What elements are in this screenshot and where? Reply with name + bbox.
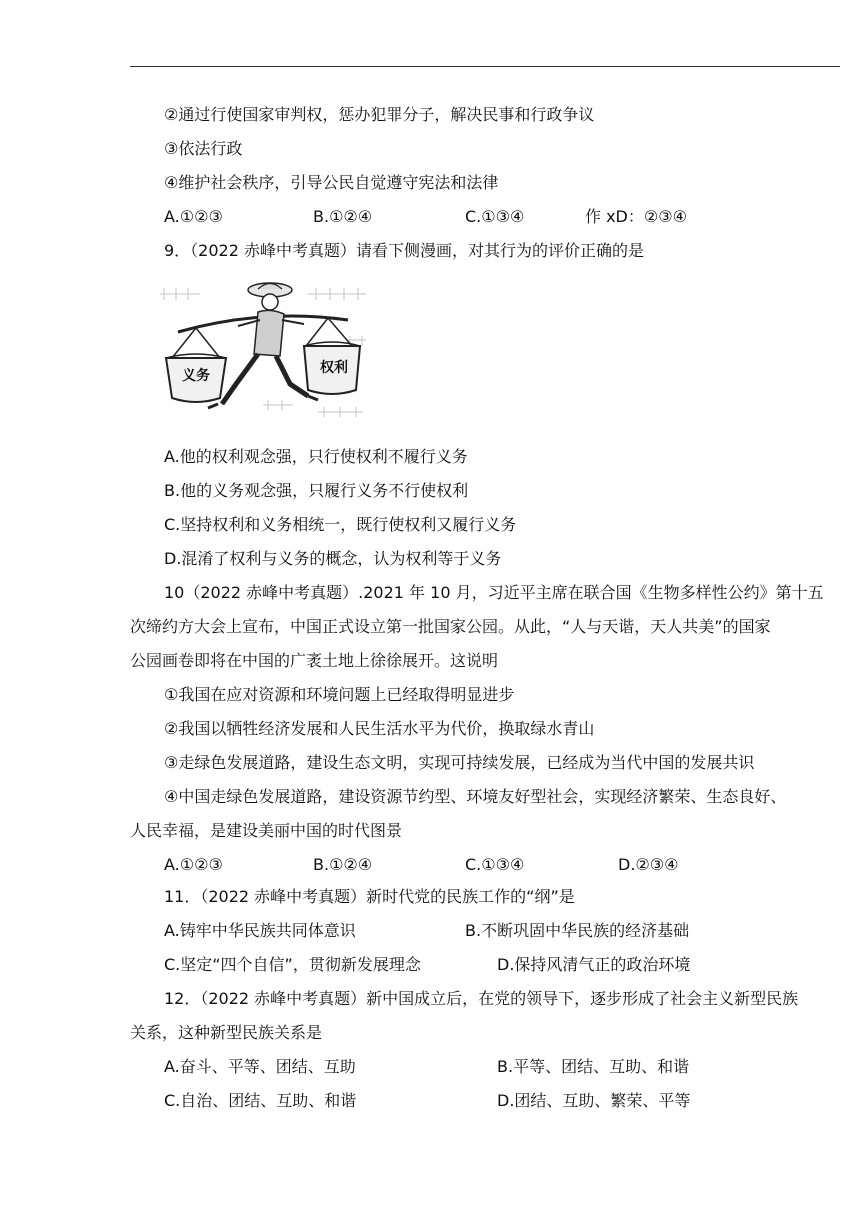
q10-stem-line-2: 次缔约方大会上宣布，中国正式设立第一批国家公园。从此，“人与天谐，天人共美”的国家 [130,617,771,636]
q8-option-3: ③依法行政 [164,139,243,158]
q12-stem-line-2: 关系，这种新型民族关系是 [130,1023,323,1042]
q9-option-d: D.混淆了权利与义务的概念，认为权利等于义务 [164,549,502,568]
q8-option-2: ②通过行使国家审判权，惩办犯罪分子，解决民事和行政争议 [164,105,595,124]
q12-stem-line-1: 12．（2022 赤峰中考真题）新中国成立后，在党的领导下，逐步形成了社会主义新型民族 [164,989,799,1008]
q10-option-4-cont: 人民幸福，是建设美丽中国的时代图景 [130,821,403,840]
q12-option-d: D.团结、互助、繁荣、平等 [497,1091,691,1110]
q12-option-a: A.奋斗、平等、团结、互助 [164,1057,356,1076]
q9-option-b: B.他的义务观念强，只履行义务不行使权利 [164,481,469,500]
q8-choice-c: C.①③④ [465,207,525,226]
q10-option-2: ②我国以牺牲经济发展和人民生活水平为代价，换取绿水青山 [164,719,595,738]
q10-choice-c: C.①③④ [465,855,525,874]
q9-option-a: A.他的权利观念强，只行使权利不履行义务 [164,447,468,466]
q8-choice-d: 作 xD：②③④ [585,207,687,226]
q10-choice-b: B.①②④ [313,855,373,874]
header-rule [130,66,840,67]
q9-cartoon [158,280,368,430]
q11-option-d: D.保持风清气正的政治环境 [497,955,691,974]
q8-choice-b: B.①②④ [313,207,373,226]
q10-stem-line-1: 10（2022 赤峰中考真题）.2021 年 10 月，习近平主席在联合国《生物多样性公约》第十五 [164,583,824,602]
q10-option-4: ④中国走绿色发展道路，建设资源节约型、环境友好型社会，实现经济繁荣、生态良好、 [164,787,787,806]
q9-stem: 9．（2022 赤峰中考真题）请看下侧漫画，对其行为的评价正确的是 [164,241,644,260]
q11-option-c: C.坚定“四个自信”，贯彻新发展理念 [164,955,421,974]
q12-option-b: B.平等、团结、互助、和谐 [497,1057,690,1076]
q8-option-4: ④维护社会秩序，引导公民自觉遵守宪法和法律 [164,173,499,192]
q10-choice-d: D.②③④ [618,855,679,874]
q11-stem: 11．（2022 赤峰中考真题）新时代党的民族工作的“纲”是 [164,887,575,906]
q12-option-c: C.自治、团结、互助、和谐 [164,1091,357,1110]
q10-choice-a: A.①②③ [164,855,223,874]
q10-option-3: ③走绿色发展道路，建设生态文明，实现可持续发展，已经成为当代中国的发展共识 [164,753,755,772]
q10-stem-line-3: 公园画卷即将在中国的广袤土地上徐徐展开。这说明 [130,651,499,670]
q10-option-1: ①我国在应对资源和环境问题上已经取得明显进步 [164,685,515,704]
q8-choice-a: A.①②③ [164,207,223,226]
basket-label-left: 义务 [182,368,210,384]
q9-option-c: C.坚持权利和义务相统一，既行使权利又履行义务 [164,515,517,534]
q11-option-a: A.铸牢中华民族共同体意识 [164,921,356,940]
basket-label-right: 权利 [320,360,348,376]
q11-option-b: B.不断巩固中华民族的经济基础 [465,921,690,940]
